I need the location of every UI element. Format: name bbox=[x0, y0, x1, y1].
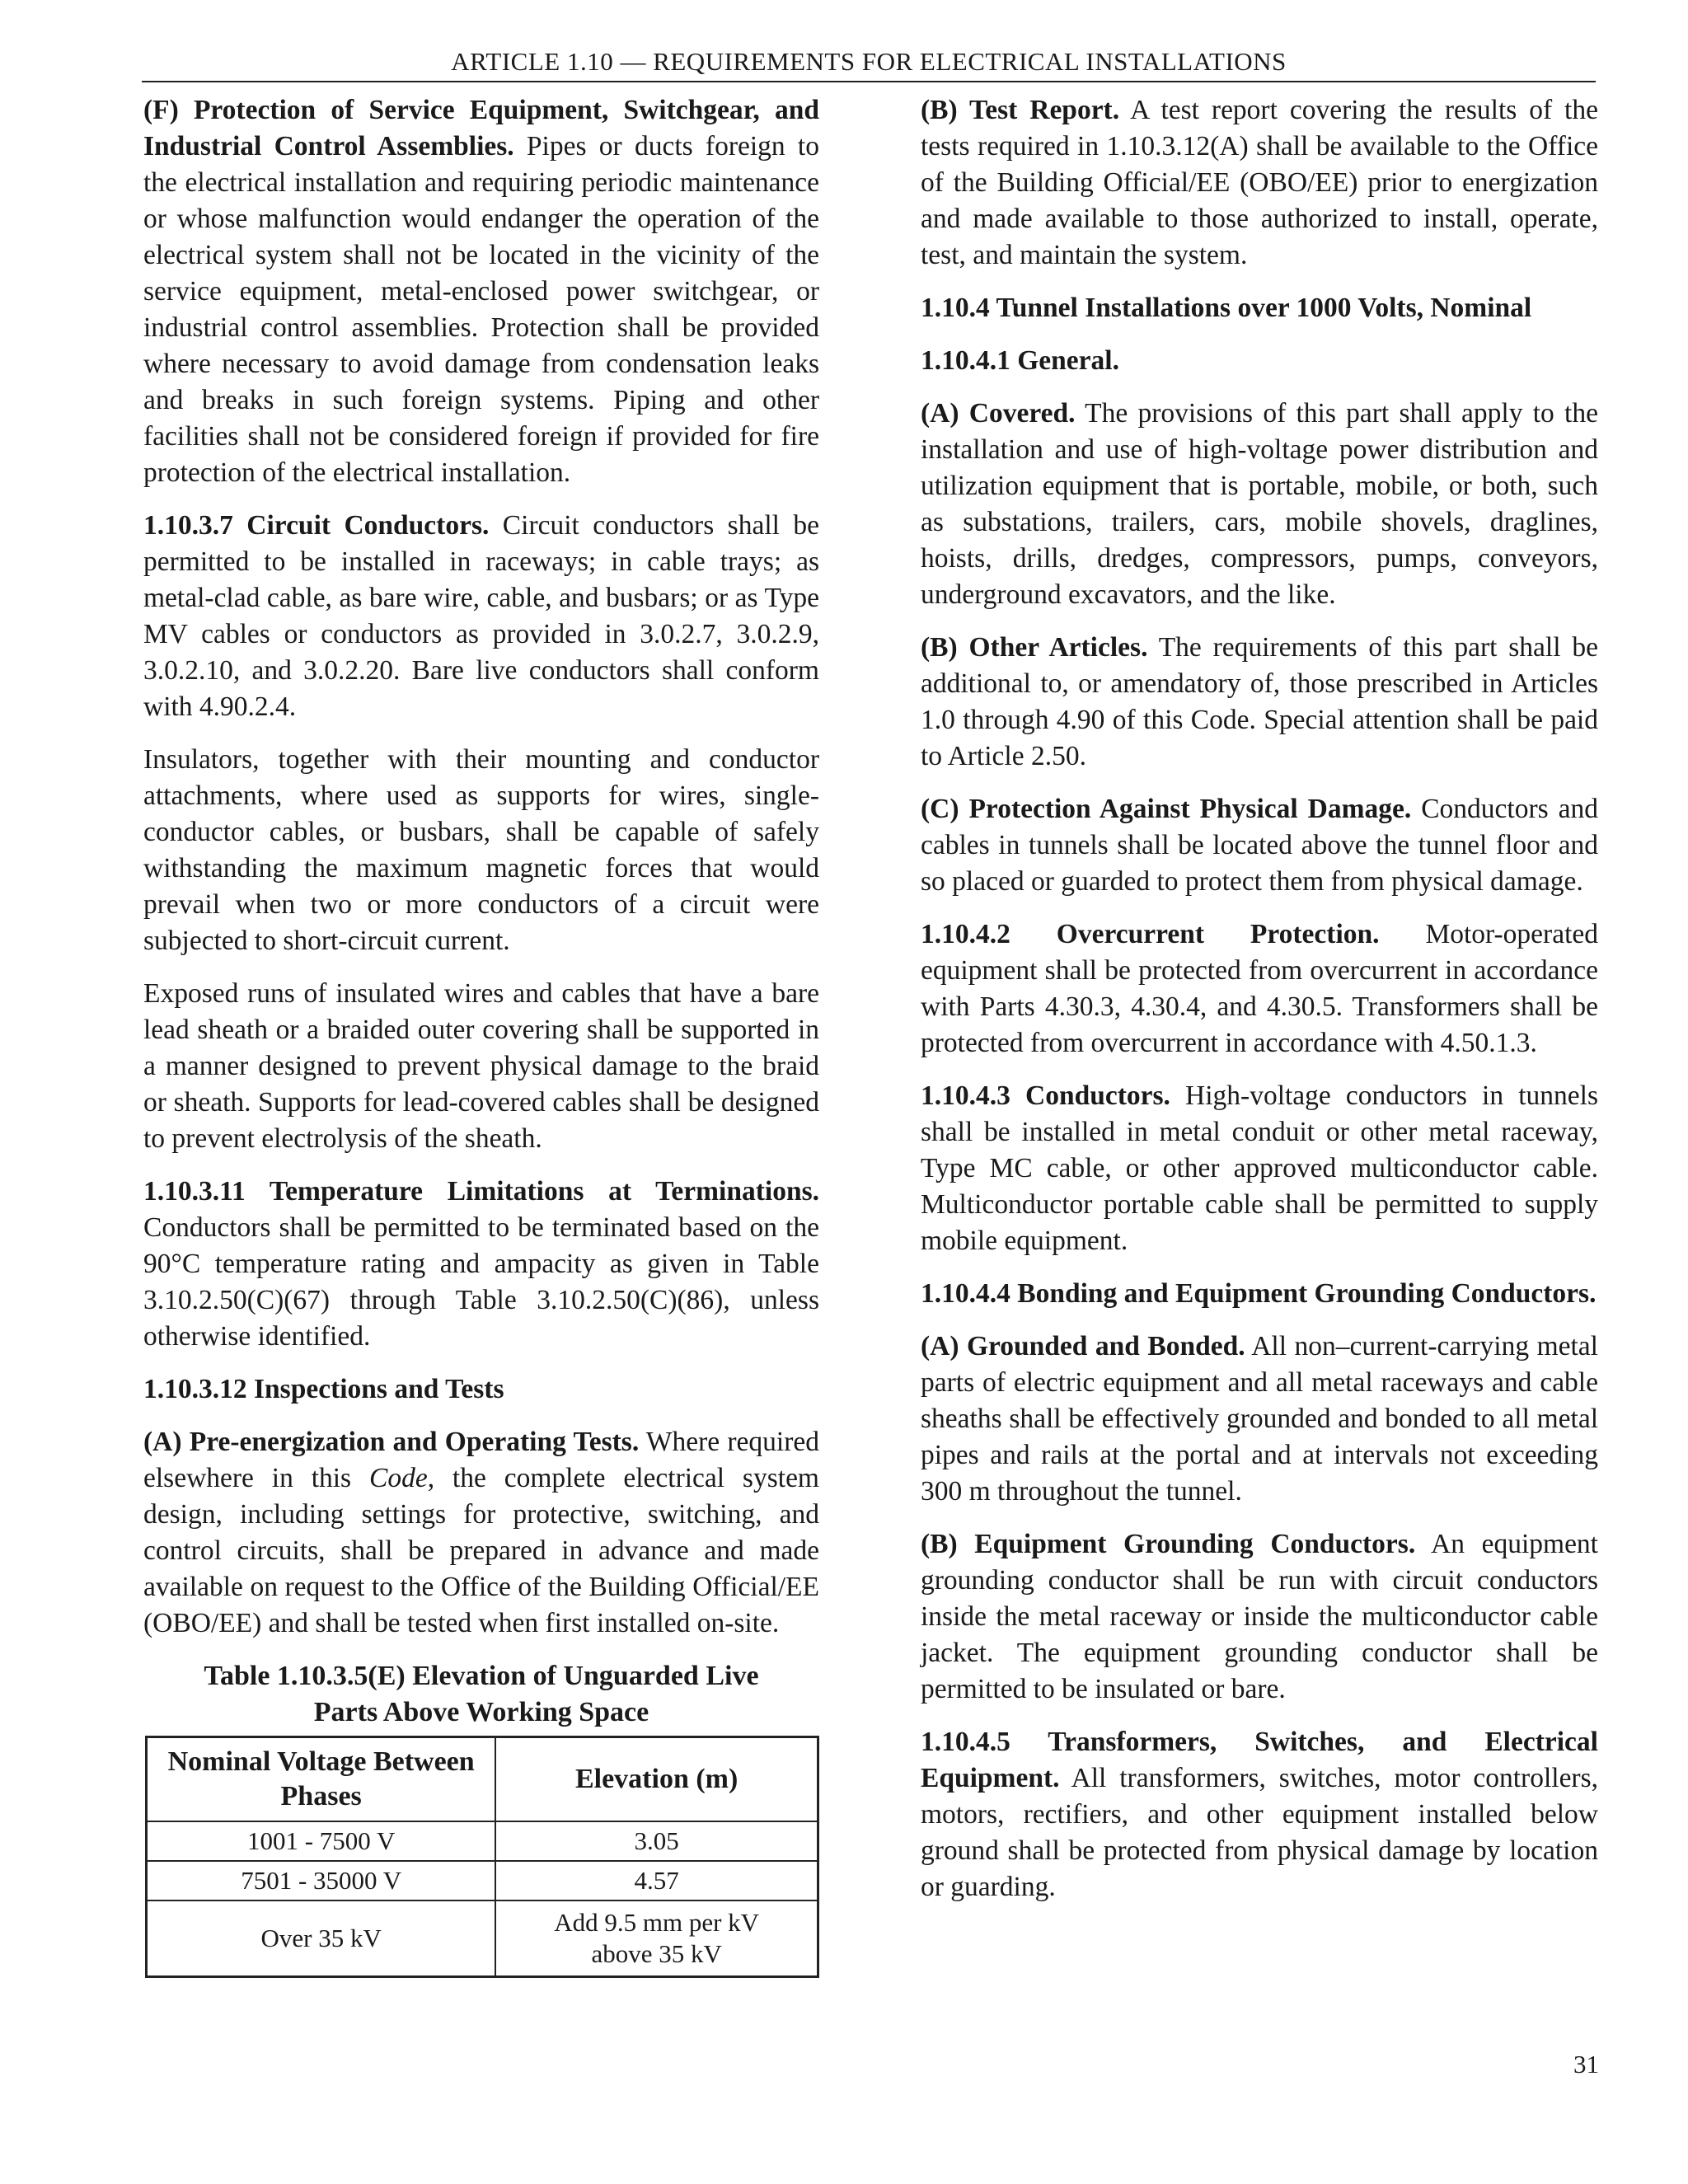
page-header: ARTICLE 1.10 — REQUIREMENTS FOR ELECTRICAL INSTALLATIONS bbox=[451, 47, 1287, 76]
para-heading: 1.10.4.5 Transformers, Switches, and Electrical Equipment. bbox=[921, 1727, 1598, 1793]
para-heading: (A) Grounded and Bonded. bbox=[921, 1331, 1245, 1361]
para-equipment-grounding bbox=[921, 1526, 1598, 1708]
table-cell-elevation: Add 9.5 mm per kV above 35 kV bbox=[495, 1900, 818, 1977]
para-exposed-runs: Exposed runs of insulated wires and cables that have a bare lead sheath or a braided outer covering shall be supported in a manner designed to prevent physical damage to the braid or sheath. Supports for lead-covered cables shall be designed to prevent electrolysis of the sheath. bbox=[143, 978, 819, 1154]
para-body: The requirements of this part shall be additional to, or amendatory of, those prescribed in Articles 1.0 through 4.90 of this Code. Special attention shall be paid to Article 2.50. bbox=[921, 632, 1598, 771]
table-cell-elevation: 4.57 bbox=[495, 1861, 818, 1900]
table-cell-voltage: 1001 - 7500 V bbox=[147, 1821, 496, 1861]
para-body: Conductors and cables in tunnels shall be located above the tunnel floor and so placed or guarded to protect them from physical damage. bbox=[921, 794, 1598, 897]
para-heading: (F) Protection of Service Equipment, Switchgear, and Industrial Control Assemblies. bbox=[143, 95, 819, 162]
para-body: Pipes or ducts foreign to the electrical installation and requiring periodic maintenance or whose malfunction would endanger the operation of the electrical system shall not be located in the vicinity of the service equipment, metal-enclosed power switchgear, or industrial control assemblies. Protection shall be provided where necessary to avoid damage from condensation leaks and breaks in such foreign systems. Piping and other facilities shall not be considered foreign if provided for fire protection of the electrical installation. bbox=[143, 131, 819, 488]
para-other-articles bbox=[921, 630, 1598, 775]
para-heading: 1.10.3.11 Temperature Limitations at Terminations. bbox=[143, 1176, 819, 1207]
para-heading: (B) Other Articles. bbox=[921, 632, 1148, 663]
para-body: An equipment grounding conductor shall be run with circuit conductors inside the metal raceway or inside the multiconductor cable jacket. The equipment grounding conductor shall be permitted to be insulated or bare. bbox=[921, 1529, 1598, 1704]
left-column bbox=[143, 92, 819, 1978]
para-temperature-limitations bbox=[143, 1174, 819, 1355]
para-physical-damage bbox=[921, 791, 1598, 900]
page-number: 31 bbox=[1573, 2050, 1599, 2079]
para-heading: (A) Pre-energization and Operating Tests. bbox=[143, 1427, 640, 1457]
heading-inspections-tests: 1.10.3.12 Inspections and Tests bbox=[143, 1374, 504, 1404]
para-body: Conductors shall be permitted to be terminated based on the 90°C temperature rating and ampacity as given in Table 3.10.2.50(C)(67) through Table 3.10.2.50(C)(86), unless otherwise identified. bbox=[143, 1212, 819, 1352]
table-caption bbox=[143, 1658, 819, 1731]
table-header-voltage: Nominal Voltage Between Phases bbox=[147, 1737, 496, 1822]
table-caption-line-2: Parts Above Working Space bbox=[313, 1697, 649, 1727]
heading-tunnel-installations: 1.10.4 Tunnel Installations over 1000 Volts, Nominal bbox=[921, 293, 1532, 323]
code-italic: Code bbox=[368, 1463, 428, 1493]
para-heading: 1.10.3.7 Circuit Conductors. bbox=[143, 510, 490, 541]
para-pre-energization bbox=[143, 1424, 819, 1642]
para-body: , the complete electrical system design, including settings for protective, switching, and control circuits, shall be prepared in advance and made available on request to the Office of the Building Official/EE (OBO/EE) and shall be tested when first installed on-site. bbox=[143, 1463, 819, 1638]
table-row bbox=[147, 1900, 818, 1977]
para-test-report bbox=[921, 92, 1598, 274]
para-overcurrent-protection bbox=[921, 916, 1598, 1062]
table-cell-elevation: 3.05 bbox=[495, 1821, 818, 1861]
para-protection-service-equipment bbox=[143, 92, 819, 491]
para-heading: (C) Protection Against Physical Damage. bbox=[921, 794, 1412, 824]
para-insulators: Insulators, together with their mounting and conductor attachments, where used as supports for wires, single-conductor cables, or busbars, shall be capable of safely withstanding the maximum magnetic forces that would prevail when two or more conductors of a circuit were subjected to short-circuit current. bbox=[143, 744, 819, 956]
right-column bbox=[921, 92, 1598, 1922]
para-heading: (B) Equipment Grounding Conductors. bbox=[921, 1529, 1416, 1559]
para-body: Where required elsewhere in this bbox=[143, 1427, 819, 1493]
table-cell-voltage: 7501 - 35000 V bbox=[147, 1861, 496, 1900]
table-row bbox=[147, 1821, 818, 1861]
para-covered bbox=[921, 396, 1598, 613]
elevation-table bbox=[145, 1736, 819, 1978]
table-row bbox=[147, 1861, 818, 1900]
header-rule bbox=[142, 81, 1596, 82]
para-body: The provisions of this part shall apply to the installation and use of high-voltage power distribution and utilization equipment that is portable, mobile, or both, such as substations, trailers, cars, mobile shovels, draglines, hoists, drills, dredges, compressors, pumps, conveyors, underground excavators, and the like. bbox=[921, 398, 1598, 610]
table-header-elevation: Elevation (m) bbox=[495, 1737, 818, 1822]
para-circuit-conductors bbox=[143, 508, 819, 725]
para-heading: (B) Test Report. bbox=[921, 95, 1120, 125]
table-cell-voltage: Over 35 kV bbox=[147, 1900, 496, 1977]
para-grounded-bonded bbox=[921, 1329, 1598, 1510]
para-transformers-switches bbox=[921, 1724, 1598, 1905]
para-heading: (A) Covered. bbox=[921, 398, 1076, 429]
para-body: High-voltage conductors in tunnels shall be installed in metal conduit or other metal raceway, Type MC cable, or other approved multiconductor cable. Multiconductor portable cable shall be permitted to supply mobile equipment. bbox=[921, 1080, 1598, 1256]
table-caption-line-1: Table 1.10.3.5(E) Elevation of Unguarded Live bbox=[204, 1661, 759, 1691]
para-heading: 1.10.4.2 Overcurrent Protection. bbox=[921, 919, 1380, 949]
para-body: Circuit conductors shall be permitted to be installed in raceways; in cable trays; as metal-clad cable, as bare wire, cable, and busbars; or as Type MV cables or conductors as provided in 3.0.2.7, 3.0.2.9, 3.0.2.10, and 3.0.2.20. Bare live conductors shall conform with 4.90.2.4. bbox=[143, 510, 819, 722]
para-heading: 1.10.4.3 Conductors. bbox=[921, 1080, 1170, 1111]
para-body: Motor-operated equipment shall be protected from overcurrent in accordance with Parts 4.30.3, 4.30.4, and 4.30.5. Transformers shall be protected from overcurrent in accordance with 4.50.1.3. bbox=[921, 919, 1598, 1058]
heading-general: 1.10.4.1 General. bbox=[921, 345, 1119, 376]
para-body: All non–current-carrying metal parts of electric equipment and all metal raceways and cable sheaths shall be effectively grounded and bonded to all metal pipes and rails at the portal and at intervals not exceeding 300 m throughout the tunnel. bbox=[921, 1331, 1598, 1507]
para-body: All transformers, switches, motor controllers, motors, rectifiers, and other equipment installed below ground shall be protected from physical damage by location or guarding. bbox=[921, 1763, 1598, 1902]
para-body: A test report covering the results of the tests required in 1.10.3.12(A) shall be available to the Office of the Building Official/EE (OBO/EE) prior to energization and made available to those authorized to install, operate, test, and maintain the system. bbox=[921, 95, 1598, 270]
heading-bonding-grounding: 1.10.4.4 Bonding and Equipment Grounding Conductors. bbox=[921, 1278, 1597, 1309]
table-header-row bbox=[147, 1737, 818, 1822]
para-conductors bbox=[921, 1078, 1598, 1259]
